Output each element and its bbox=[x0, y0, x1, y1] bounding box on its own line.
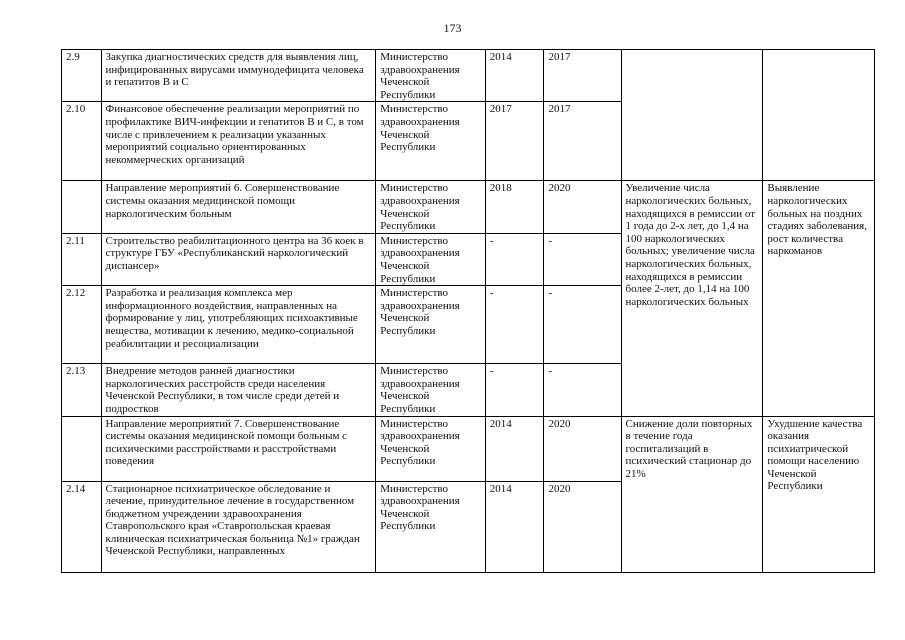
table-row bbox=[62, 50, 875, 102]
executor: Министерство здравоохранения Чеченской Республики bbox=[376, 481, 485, 572]
result-cell-empty bbox=[621, 50, 763, 181]
executor: Министерство здравоохранения Чеченской Республики bbox=[376, 233, 485, 285]
measure-name: Закупка диагностических средств для выявления лиц, инфицированных вирусами иммунодефицита человека и гепатитов В и С bbox=[101, 50, 376, 102]
start-year: - bbox=[485, 286, 544, 364]
end-year: 2017 bbox=[544, 50, 621, 102]
start-year: 2014 bbox=[485, 481, 544, 572]
row-number: 2.13 bbox=[62, 364, 102, 416]
end-year: - bbox=[544, 233, 621, 285]
measures-table bbox=[61, 49, 875, 573]
page-number: 173 bbox=[443, 21, 462, 35]
executor: Министерство здравоохранения Чеченской Республики bbox=[376, 102, 485, 181]
row-number: 2.14 bbox=[62, 481, 102, 572]
table-row bbox=[62, 181, 875, 233]
start-year: 2014 bbox=[485, 416, 544, 481]
start-year: - bbox=[485, 233, 544, 285]
start-year: 2018 bbox=[485, 181, 544, 233]
measure-name: Финансовое обеспечение реализации мероприятий по профилактике ВИЧ-инфекции и гепатитов В и С, в том числе с привлечением к реализации указанных мероприятий социально ориентированных некоммерческих организаций bbox=[101, 102, 376, 181]
expected-result: Увеличение числа наркологических больных, находящихся в ремиссии от 1 года до 2-х лет, до 1,4 на 100 наркологических больных; увеличение числа наркологических больных, находящихся в ремиссии более 2-лет, до 1,14 на 100 наркологических больных bbox=[621, 181, 763, 416]
row-number: 2.9 bbox=[62, 50, 102, 102]
start-year: 2017 bbox=[485, 102, 544, 181]
start-year: 2014 bbox=[485, 50, 544, 102]
effect-cell-empty bbox=[763, 50, 875, 181]
end-year: 2020 bbox=[544, 416, 621, 481]
row-number bbox=[62, 416, 102, 481]
measure-name: Разработка и реализация комплекса мер информационного воздействия, направленных на формирование у лиц, употребляющих психоактивные вещества, мотивации к лечению, медико-социальной реабилитации и ресоциализации bbox=[101, 286, 376, 364]
row-number: 2.12 bbox=[62, 286, 102, 364]
expected-result: Снижение доли повторных в течение года госпитализаций в психический стационар до 21% bbox=[621, 416, 763, 572]
consequence-of-non-implementation: Ухудшение качества оказания психиатрической помощи населению Чеченской Республики bbox=[763, 416, 875, 572]
end-year: - bbox=[544, 286, 621, 364]
measure-name: Строительство реабилитационного центра на 36 коек в структуре ГБУ «Республиканский наркологический диспансер» bbox=[101, 233, 376, 285]
measure-name: Направление мероприятий 7. Совершенствование системы оказания медицинской помощи больным с психическими расстройствами и расстройствами поведения bbox=[101, 416, 376, 481]
end-year: 2020 bbox=[544, 181, 621, 233]
executor: Министерство здравоохранения Чеченской Республики bbox=[376, 181, 485, 233]
row-number bbox=[62, 181, 102, 233]
measure-name: Направление мероприятий 6. Совершенствование системы оказания медицинской помощи наркологическим больным bbox=[101, 181, 376, 233]
end-year: - bbox=[544, 364, 621, 416]
executor: Министерство здравоохранения Чеченской Республики bbox=[376, 416, 485, 481]
start-year: - bbox=[485, 364, 544, 416]
executor: Министерство здравоохранения Чеченской Республики bbox=[376, 364, 485, 416]
measure-name: Внедрение методов ранней диагностики наркологических расстройств среди населения Чеченской Республики, в том числе среди детей и подростков bbox=[101, 364, 376, 416]
measure-name: Стационарное психиатрическое обследование и лечение, принудительное лечение в государственном бюджетном учреждении здравоохранения Ставропольского края «Ставропольская краевая клиническая психиатрическая больница №1» граждан Чеченской Республики, направленных bbox=[101, 481, 376, 572]
end-year: 2017 bbox=[544, 102, 621, 181]
executor: Министерство здравоохранения Чеченской Республики bbox=[376, 286, 485, 364]
table-row bbox=[62, 416, 875, 481]
row-number: 2.11 bbox=[62, 233, 102, 285]
consequence-of-non-implementation: Выявление наркологических больных на поздних стадиях заболевания, рост количества наркоманов bbox=[763, 181, 875, 416]
end-year: 2020 bbox=[544, 481, 621, 572]
executor: Министерство здравоохранения Чеченской Республики bbox=[376, 50, 485, 102]
row-number: 2.10 bbox=[62, 102, 102, 181]
